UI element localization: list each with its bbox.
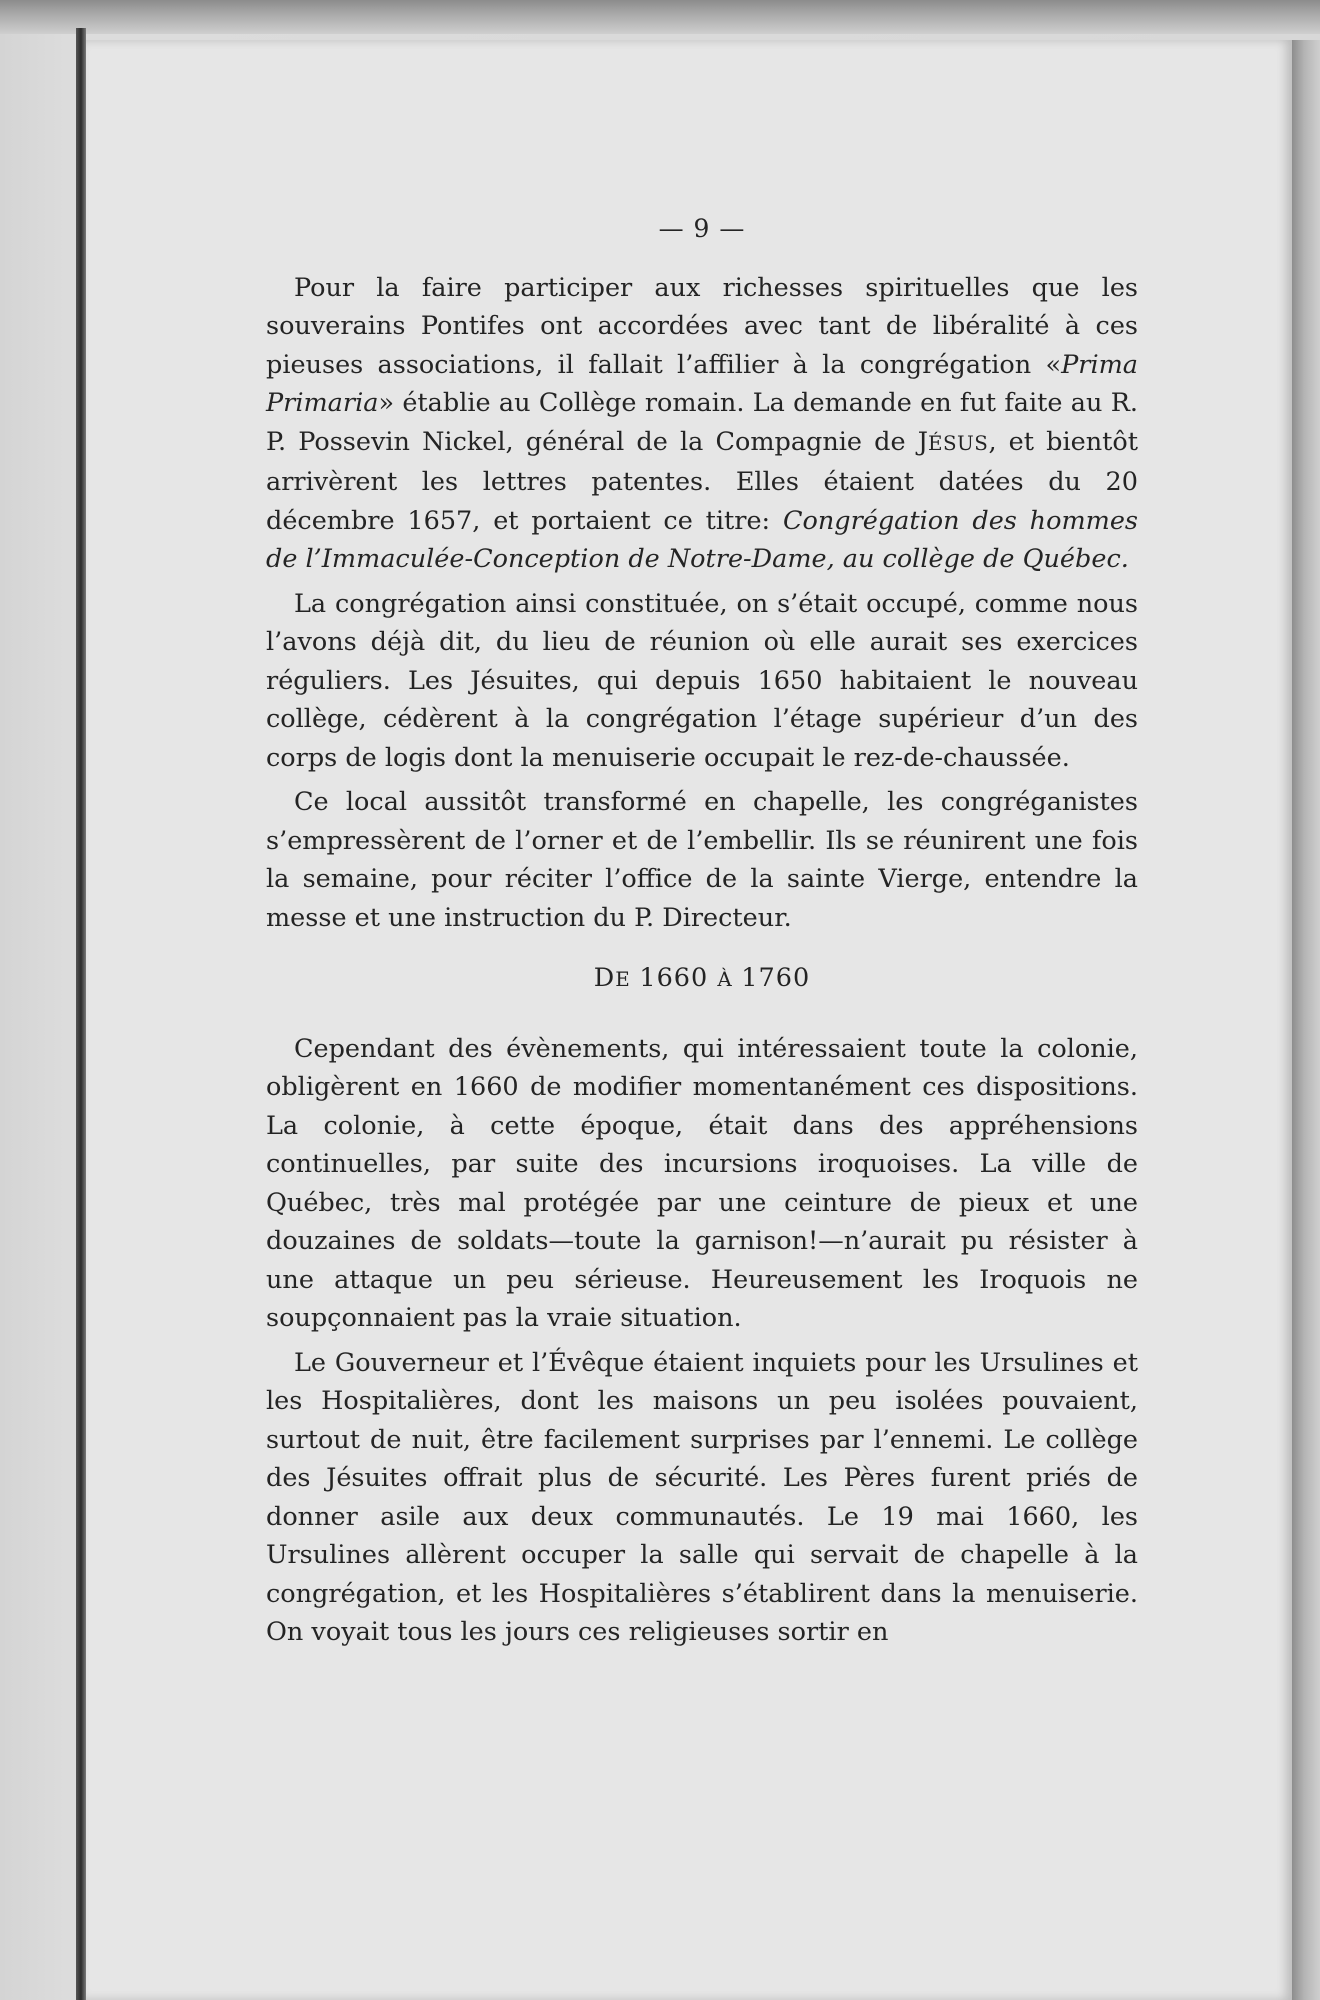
p1-italic-prima-primaria: Prima Primaria [266,349,1138,418]
paragraph-2: La congrégation ainsi constituée, on s’était occupé, comme nous l’avons déjà dit, du lieu de réunion où elle aurait ses exercices réguliers. Les Jésuites, qui depuis 1650 habitaient le nouveau collège, cédèrent à la congrégation l’étage supérieur d’un des corps de logis dont la menuiserie occupait le rez-de-chaussée. [266,588,1138,773]
heading-year-2: 1760 [732,963,811,993]
paragraph-3: Ce local aussitôt transformé en chapelle, les congréganistes s’empressèrent de l’orner et de l’embellir. Ils se réunirent une fois la semaine, pour réciter l’office de la sainte Vierge, entendre la messe et une instruction du P. Directeur. [266,787,1138,933]
book-top-edge [0,0,1320,34]
p1-text-b: » établie au Collège romain. La demande en fut faite au R. P. Possevin Nickel, général de la Compagnie de J [266,388,1138,457]
p1-smallcaps-jesus: ÉSUS [927,431,989,455]
page-text [266,210,1138,1652]
heading-d: D [593,963,616,993]
book-binding [76,28,86,2000]
heading-e: E [615,968,631,991]
p1-text-a: Pour la faire participer aux richesses spirituelles que les souverains Pontifes ont accordées avec tant de libéralité à ces pieuses associations, il fallait l’affilier à la congrégation « [266,272,1138,380]
paragraph-1 [266,269,1138,579]
p1-italic-title: Congrégation des hommes de l’Immaculée-Conception de Notre-Dame, au collège de Québec. [266,505,1138,574]
paragraph-4: Cependant des évènements, qui intéressaient toute la colonie, obligèrent en 1660 de modifier momentanément ces dispositions. La colonie, à cette époque, était dans des appréhensions continuelles, par suite des incursions iroquoises. La ville de Québec, très mal protégée par une ceinture de pieux et une douzaines de soldats—toute la garnison!—n’aurait pu résister à une attaque un peu sérieuse. Heureusement les Iroquois ne soupçonnaient pas la vraie situation. [266,1033,1138,1333]
heading-a: À [717,968,733,991]
page-number: — 9 — [658,214,746,243]
heading-year-1: 1660 [630,963,718,993]
page-right-edge [1292,40,1320,2000]
p1-text-c: , et bientôt arrivèrent les lettres patentes. Elles étaient datées du 20 décembre 1657, et portaient ce titre: [266,426,1138,536]
section-heading [266,959,1138,1000]
paragraph-5: Le Gouverneur et l’Évêque étaient inquiets pour les Ursulines et les Hospitalières, dont les maisons un peu isolées pouvaient, surtout de nuit, être facilement surprises par l’ennemi. Le collège des Jésuites offrait plus de sécurité. Les Pères furent priés de donner asile aux deux communautés. Le 19 mai 1660, les Ursulines allèrent occuper la salle qui servait de chapelle à la congrégation, et les Hospitalières s’établirent dans la menuiserie. On voyait tous les jours ces religieuses sortir en [266,1347,1138,1647]
